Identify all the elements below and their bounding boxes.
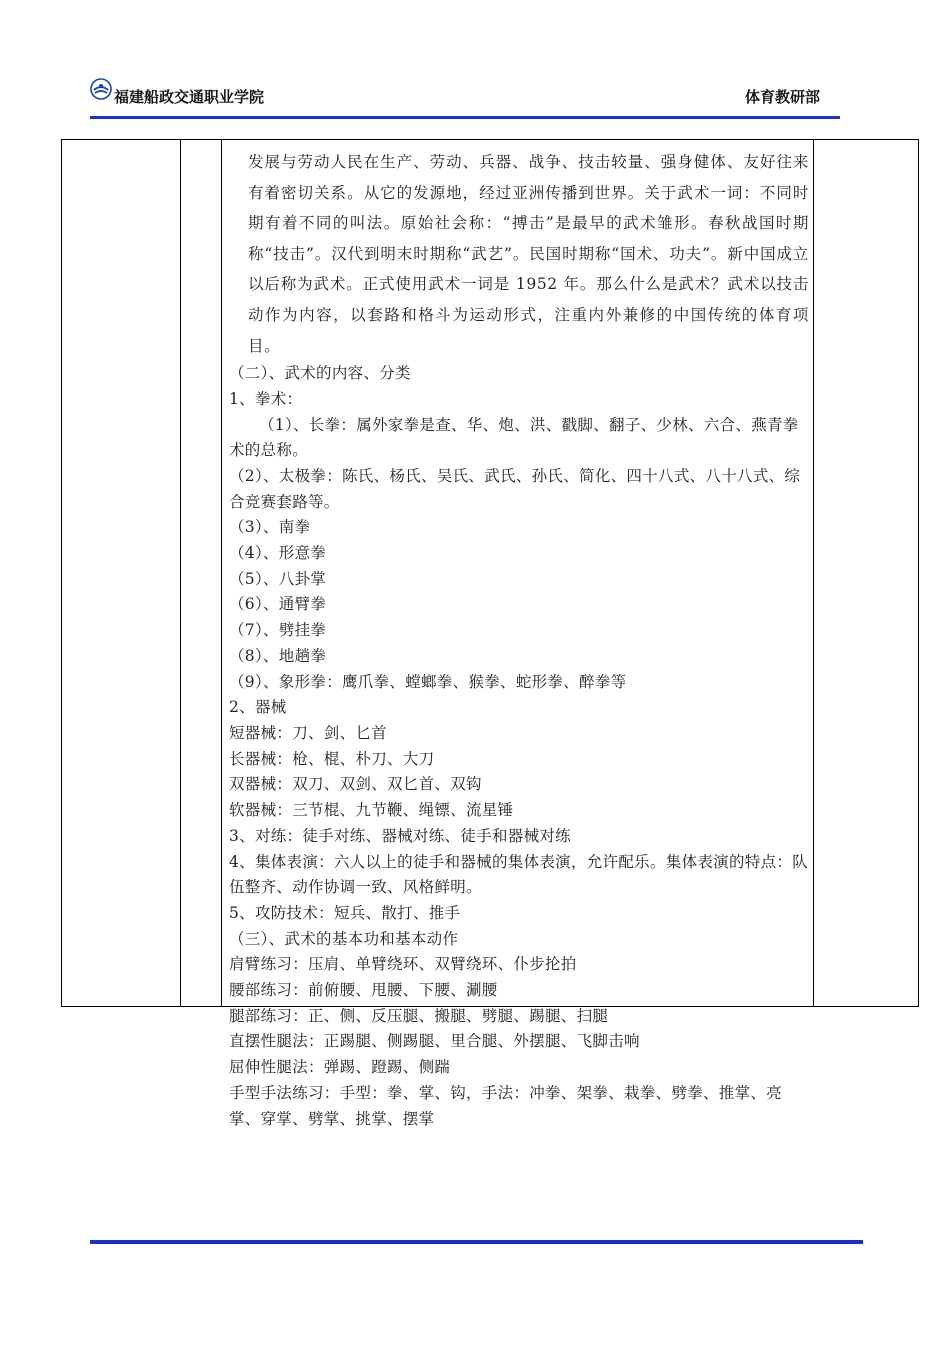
intro-paragraph: 发展与劳动人民在生产、劳动、兵器、战争、技击较量、强身健体、友好往来有着密切关系。从它的发源地，经过亚洲传播到世界。关于武术一词：不同时期有着不同的叫法。原始社会称：“搏击”是最早的武术雏形。春秋战国时期称“技击”。汉代到明末时期称“武艺”。民国时期称“国术、功夫”。新中国成立以后称为武术。正式使用武术一词是 1952 年。那么什么是武术？武术以技击动作为内容，以套路和格斗为运动形式，注重内外兼修的中国传统的体育项目。 bbox=[248, 153, 809, 355]
content-line: 肩臂练习：压肩、单臂绕环、双臂绕环、仆步抡拍 bbox=[229, 955, 577, 974]
table-divider bbox=[221, 140, 222, 1006]
content-lines bbox=[229, 361, 809, 1132]
content-line: 腰部练习：前俯腰、甩腰、下腰、涮腰 bbox=[229, 981, 498, 1000]
content-line: 短器械：刀、剑、匕首 bbox=[229, 724, 388, 742]
content-line: 1、拳术： bbox=[229, 389, 303, 408]
content-line: 3、对练：徒手对练、器械对练、徒手和器械对练 bbox=[229, 826, 571, 845]
school-logo-icon bbox=[90, 78, 112, 100]
content-line: （7）、劈挂拳 bbox=[229, 621, 327, 640]
content-line: 屈伸性腿法：弹踢、蹬踢、侧踹 bbox=[229, 1058, 451, 1077]
content-line: 腿部练习：正、侧、反压腿、搬腿、劈腿、踢腿、扫腿 bbox=[229, 1006, 609, 1025]
lesson-content bbox=[229, 147, 809, 1132]
content-line: （3）、南拳 bbox=[229, 518, 311, 537]
content-line: （8）、地趟拳 bbox=[229, 646, 327, 665]
department-name: 体育教研部 bbox=[744, 88, 820, 106]
content-line: （9）、象形拳：鹰爪拳、螳螂拳、猴拳、蛇形拳、醉拳等 bbox=[229, 672, 627, 691]
content-line: （2）、太极拳：陈氏、杨氏、吴氏、武氏、孙氏、简化、四十八式、八十八式、综合竞赛套路等。 bbox=[229, 466, 801, 511]
content-line: 软器械：三节棍、九节鞭、绳镖、流星锤 bbox=[229, 801, 514, 820]
content-line: （4）、形意拳 bbox=[229, 544, 327, 563]
content-line: （5）、八卦掌 bbox=[229, 569, 327, 588]
content-line: 4、集体表演：六人以上的徒手和器械的集体表演，允许配乐。集体表演的特点：队伍整齐、动作协调一致、风格鲜明。 bbox=[229, 852, 808, 897]
content-line: （1）、长拳：属外家拳是查、华、炮、洪、戳脚、翻子、少林、六合、燕青拳术的总称。 bbox=[229, 415, 799, 460]
table-divider bbox=[180, 140, 181, 1006]
section-heading: （二）、武术的内容、分类 bbox=[229, 364, 411, 383]
header-rule bbox=[90, 116, 840, 119]
content-line: 2、器械 bbox=[229, 698, 287, 717]
footer-rule bbox=[90, 1240, 863, 1244]
content-line: （6）、通臂拳 bbox=[229, 595, 327, 614]
content-line: 手型手法练习：手型：拳、掌、钩，手法：冲拳、架拳、栽拳、劈拳、推掌、亮掌、穿掌、劈掌、挑掌、摆掌 bbox=[229, 1083, 783, 1128]
content-line: 长器械：枪、棍、朴刀、大刀 bbox=[229, 749, 435, 768]
school-name: 福建船政交通职业学院 bbox=[114, 88, 265, 106]
content-line: 双器械：双刀、双剑、双匕首、双钩 bbox=[229, 775, 482, 794]
content-line: 直摆性腿法：正踢腿、侧踢腿、里合腿、外摆腿、飞脚击响 bbox=[229, 1032, 640, 1051]
table-divider bbox=[813, 140, 814, 1006]
page-header bbox=[90, 74, 840, 120]
section-heading: （三）、武术的基本功和基本动作 bbox=[229, 929, 459, 948]
content-line: 5、攻防技术：短兵、散打、推手 bbox=[229, 903, 461, 922]
